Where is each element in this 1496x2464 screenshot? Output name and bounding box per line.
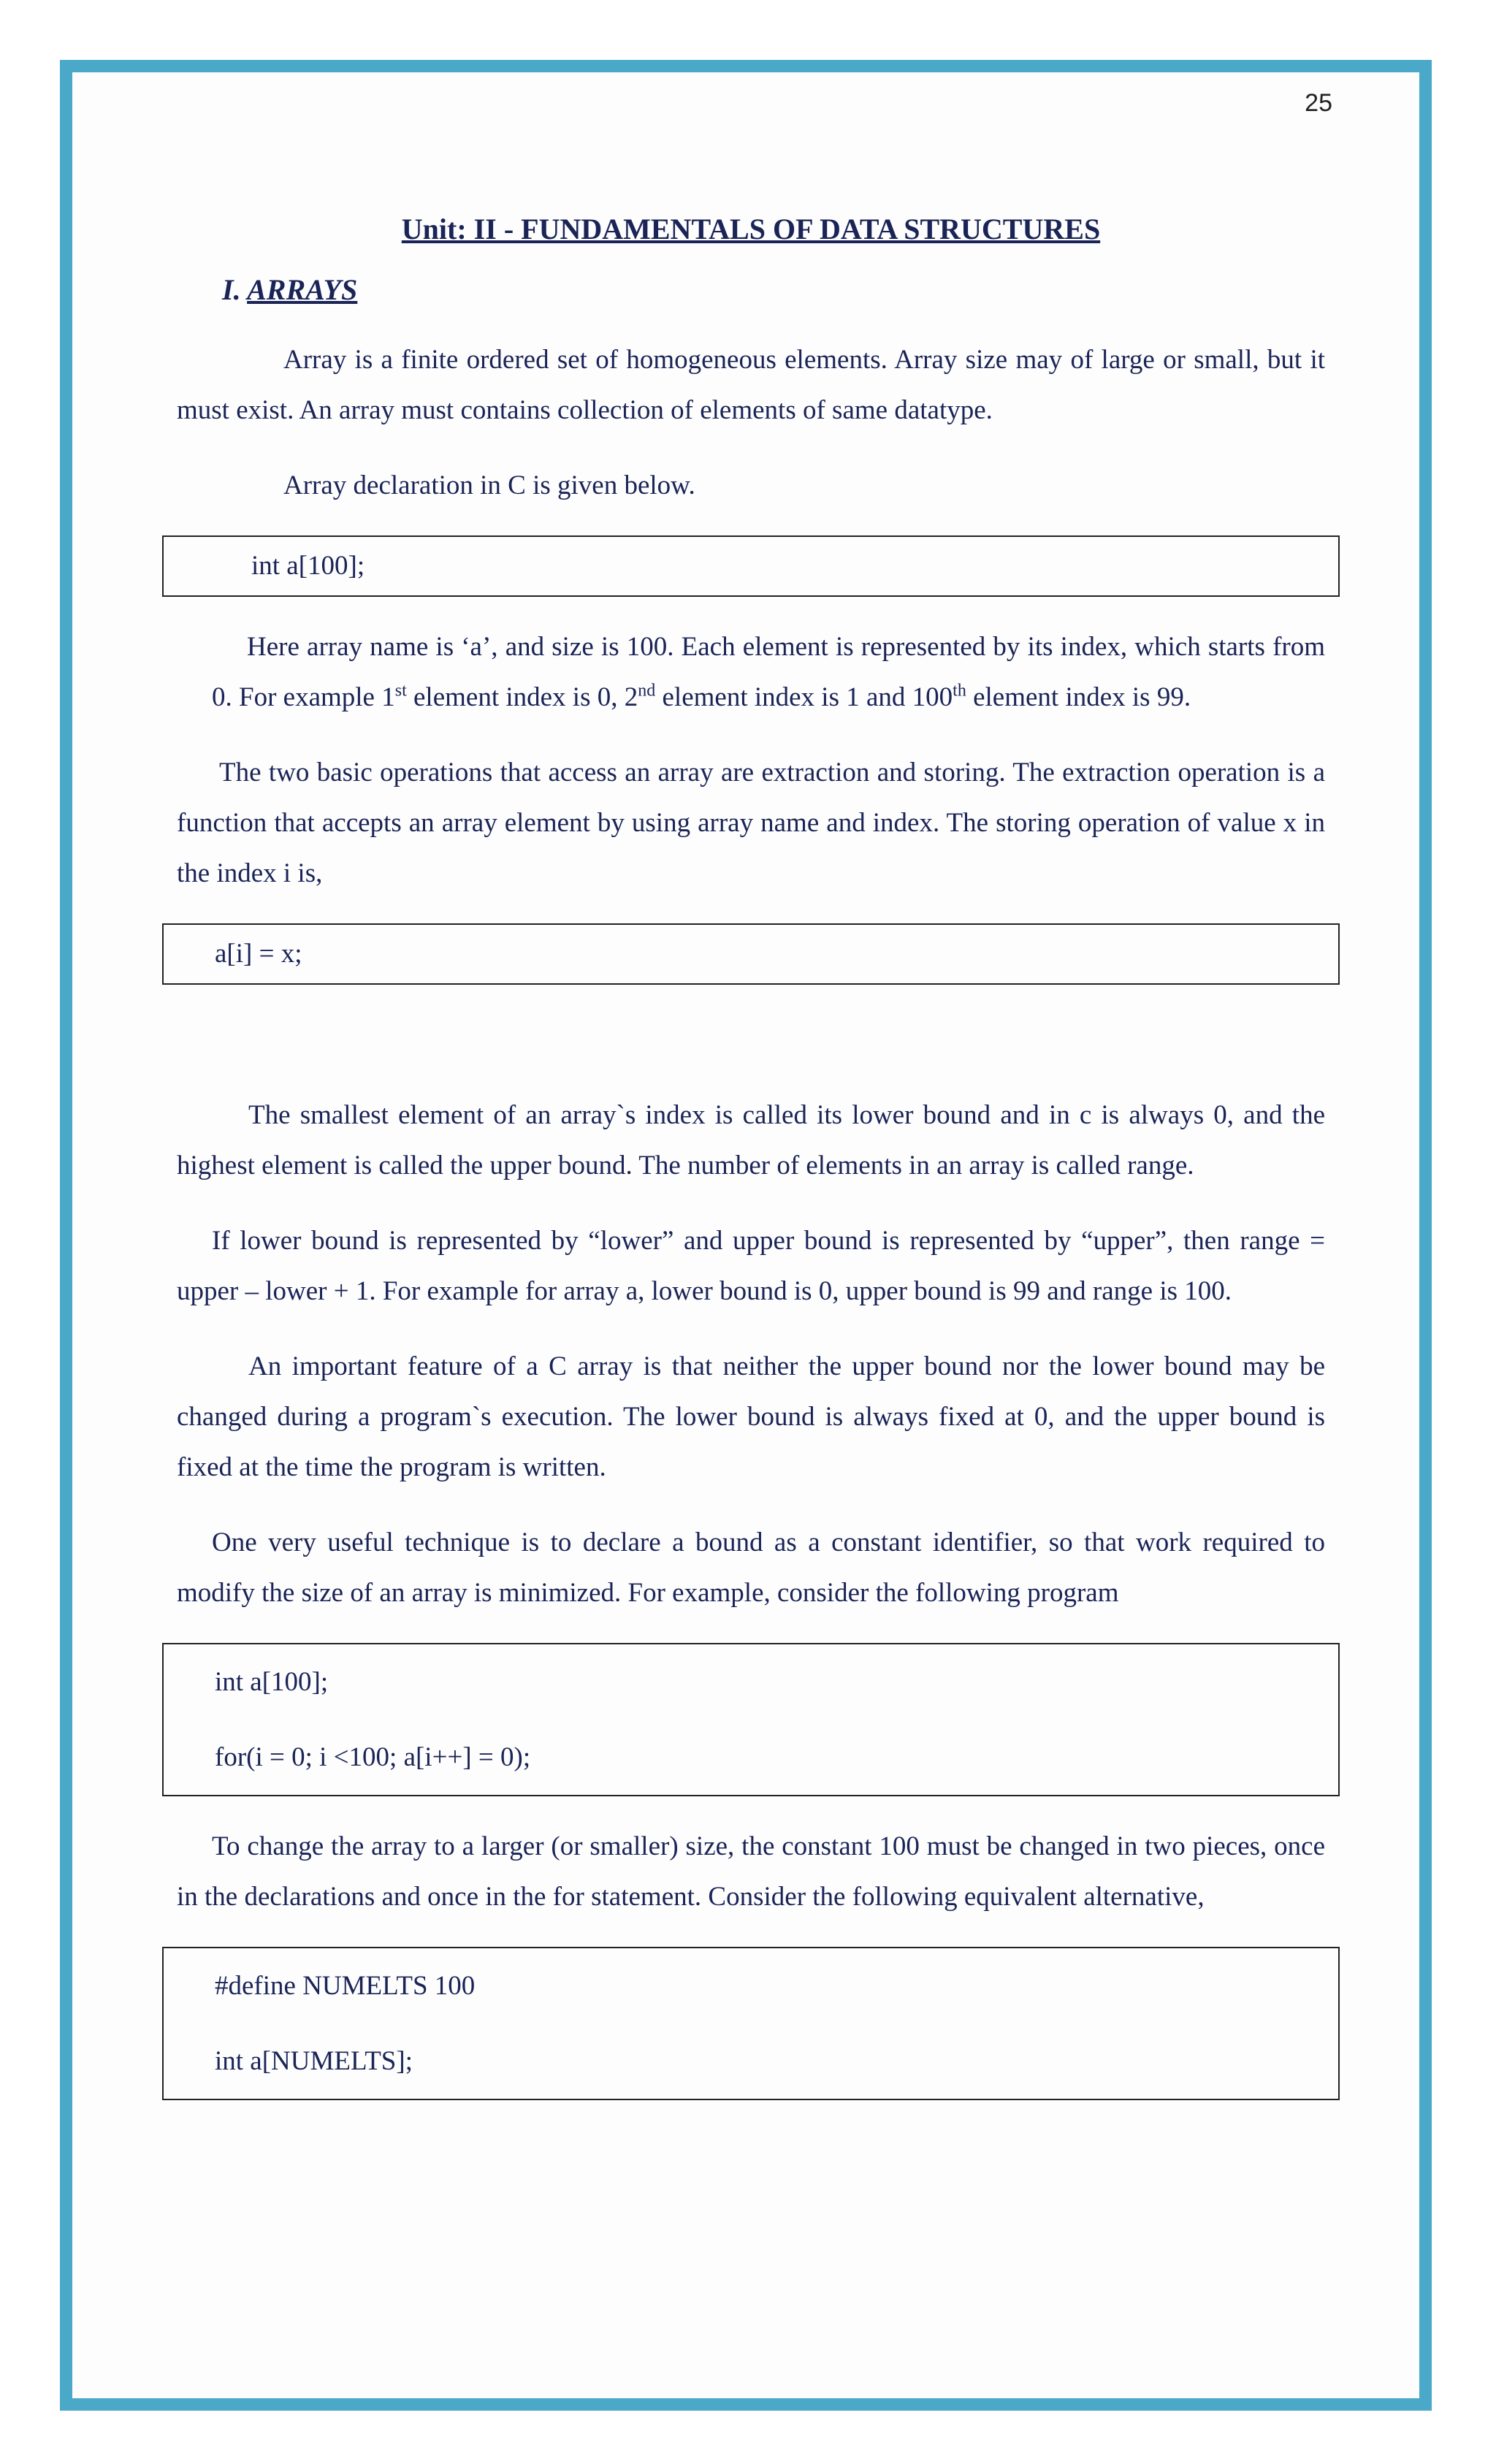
code-line: int a[100];	[251, 551, 365, 581]
section-title: ARRAYS	[247, 273, 358, 306]
paragraph-fixed-bounds: An important feature of a C array is that neither the upper bound nor the lower bound may be changed during a program`s execution. The lower bound is always fixed at 0, and the upper bound is fixed at the time the program is written.	[177, 1351, 1325, 1482]
paragraph-bounds: The smallest element of an array`s index is called its lower bound and in c is always 0, and the highest element is called the upper bound. The number of elements in an array is called range.	[177, 1100, 1325, 1180]
code-line: int a[100];	[215, 1667, 329, 1697]
paragraph-constant-identifier: One very useful technique is to declare a bound as a constant identifier, so that work required to modify the size of an array is minimized. For example, consider the following program	[177, 1527, 1325, 1608]
code-box-program	[162, 1643, 1340, 1796]
paragraph-change-size: To change the array to a larger (or smaller) size, the constant 100 must be changed in two pieces, once in the declarations and once in the for statement. Consider the following equivalent alternative,	[177, 1831, 1325, 1912]
paragraph-declaration-intro: Array declaration in C is given below.	[283, 470, 695, 500]
code-line: #define NUMELTS 100	[215, 1971, 476, 2001]
code-line: int a[NUMELTS];	[215, 2046, 413, 2076]
paragraph-operations: The two basic operations that access an array are extraction and storing. The extraction operation is a function that accepts an array element by using array name and index. The storing operation of value x in the index i is,	[177, 758, 1325, 888]
page-content	[177, 212, 1325, 2125]
code-line: a[i] = x;	[215, 939, 302, 969]
paragraph-index-explanation: Here array name is ‘a’, and size is 100. Each element is represented by its index, which starts from 0. For example 1st element index is 0, 2nd element index is 1 and 100th element index is 99.	[212, 632, 1325, 712]
code-box-define	[162, 1947, 1340, 2100]
code-line: for(i = 0; i <100; a[i++] = 0);	[215, 1742, 531, 1772]
page-number: 25	[1305, 89, 1332, 117]
code-box-store	[162, 923, 1340, 985]
unit-title: Unit: II - FUNDAMENTALS OF DATA STRUCTURES	[401, 213, 1101, 245]
section-number: I.	[222, 273, 241, 306]
paragraph-range: If lower bound is represented by “lower” and upper bound is represented by “upper”, then range = upper – lower + 1. For example for array a, lower bound is 0, upper bound is 99 and range is 100.	[177, 1226, 1325, 1306]
section-heading	[222, 272, 1325, 307]
paragraph-array-definition: Array is a finite ordered set of homogeneous elements. Array size may of large or small, but it must exist. An array must contains collection of elements of same datatype.	[177, 345, 1325, 425]
code-box-declaration	[162, 535, 1340, 597]
